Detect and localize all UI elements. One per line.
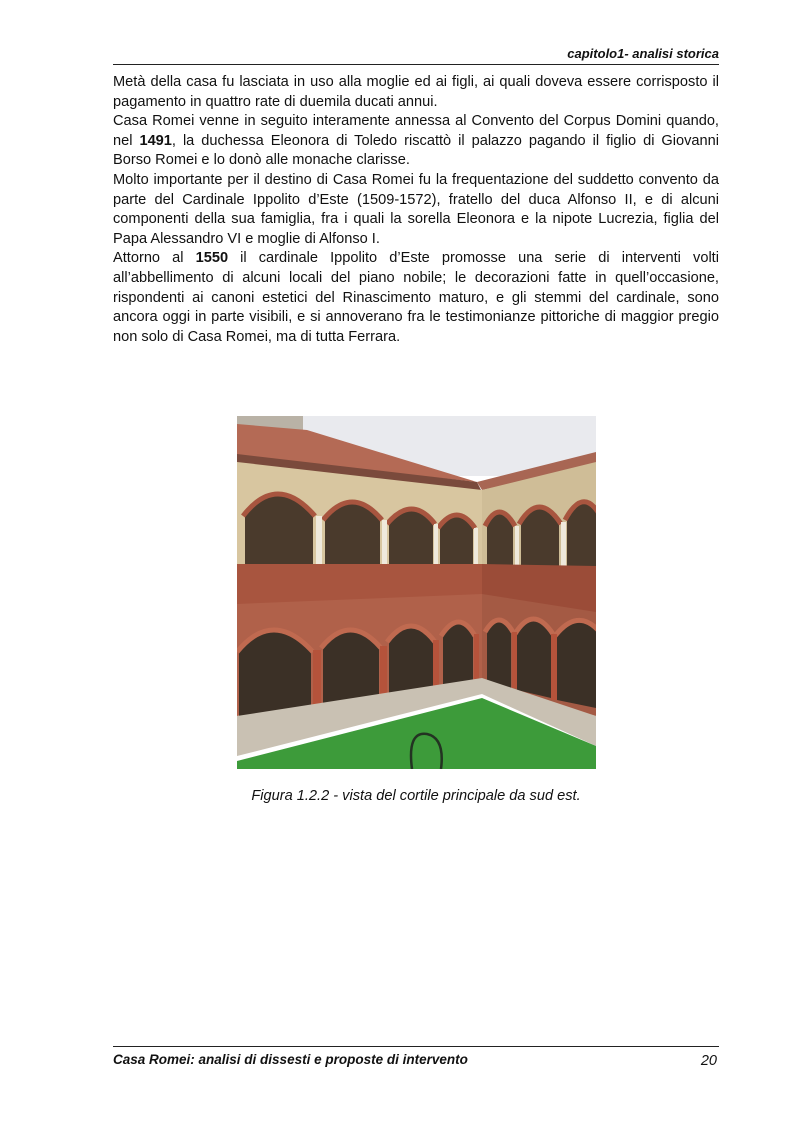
courtyard-photo <box>237 416 596 769</box>
paragraph-4-text-b: il cardinale Ippolito d’Este promosse una serie di interventi volti all’abbellimento di alcuni locali del piano nobile; le decorazioni fatte in quell’occasione, rispondenti ai canoni estetici del Rinascimento maturo, e gli stemmi del cardinale, sono ancora oggi in parte visibili, e si annoverano fra le testimonianze pittoriche di maggior pregio non solo di Casa Romei, ma di tutta Ferrara. <box>113 250 719 345</box>
paragraph-3-text: Molto importante per il destino di Casa Romei fu la frequentazione del suddetto convento da parte del Cardinale Ippolito d’Este (1509-1572), fratello del duca Alfonso II, e di alcuni componenti della sua famiglia, fra i quali la sorella Eleonora e la nipote Lucrezia, figlia del Papa Alessandro VI e moglie di Alfonso I. <box>113 171 719 247</box>
figure-caption: Figura 1.2.2 - vista del cortile principale da sud est. <box>251 788 581 804</box>
year-1550: 1550 <box>195 250 229 267</box>
chapter-title: capitolo1- analisi storica <box>567 46 719 61</box>
paragraph-2 <box>113 112 719 171</box>
running-header <box>113 44 719 65</box>
footer-title: Casa Romei: analisi di dissesti e proposte di intervento <box>113 1052 468 1067</box>
paragraph-2-text-a: Casa Romei venne in seguito interamente annessa al Convento del Corpus Domini quando, nel <box>113 113 719 149</box>
paragraph-3 <box>113 171 719 249</box>
paragraph-2-text-b: , la duchessa Eleonora di Toledo riscattò il palazzo pagando il figlio di Giovanni Borso Romei e lo donò alle monache clarisse. <box>113 132 719 169</box>
courtyard-illustration <box>237 416 596 769</box>
paragraph-1-text: Metà della casa fu lasciata in uso alla moglie ed ai figli, ai quali doveva essere corrisposto il pagamento in quattro rate di duemila ducati annui. <box>113 74 719 110</box>
paragraph-4 <box>113 249 719 347</box>
paragraph-1 <box>113 73 719 112</box>
year-1491: 1491 <box>139 132 172 149</box>
page-number: 20 <box>700 1053 717 1069</box>
footer-divider <box>113 1046 719 1047</box>
paragraph-4-text-a: Attorno al <box>113 250 196 267</box>
body-text <box>113 73 719 347</box>
